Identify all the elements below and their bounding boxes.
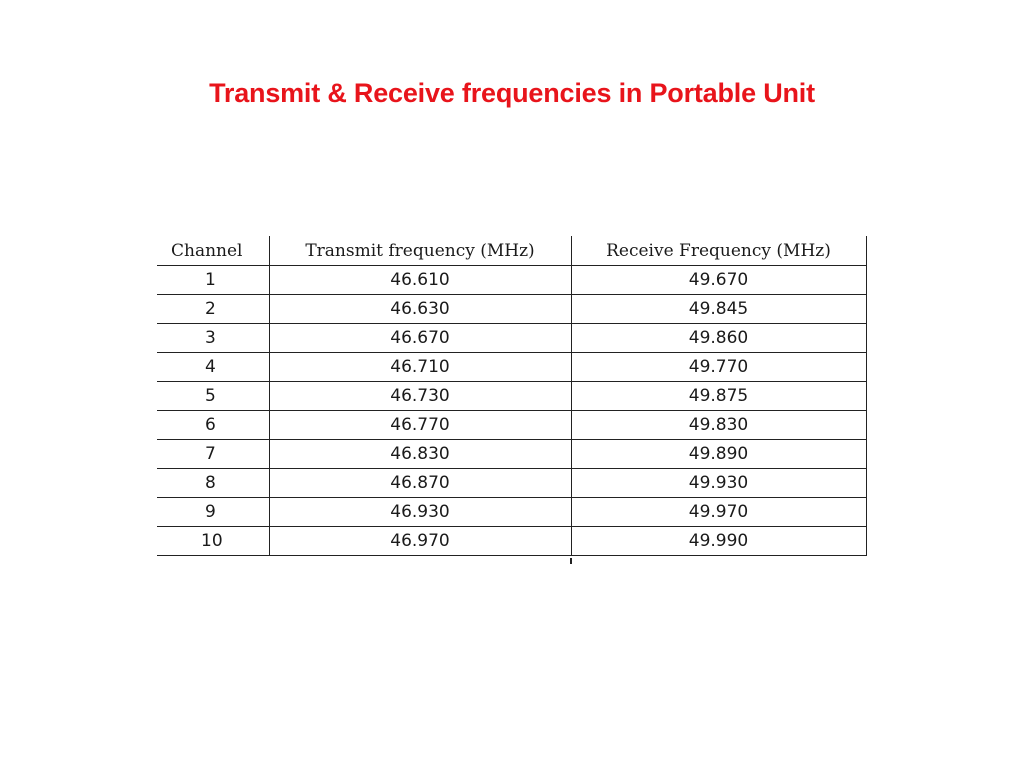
table-row <box>157 324 866 353</box>
transmit-cell: 46.770 <box>269 411 571 440</box>
table-row <box>157 411 866 440</box>
channel-cell: 9 <box>157 498 269 527</box>
channel-cell: 2 <box>157 295 269 324</box>
slide-title: Transmit & Receive frequencies in Portable Unit <box>209 78 815 108</box>
transmit-cell: 46.830 <box>269 440 571 469</box>
frequency-table <box>157 236 867 556</box>
header-channel: Channel <box>157 236 269 266</box>
receive-cell: 49.990 <box>571 527 866 556</box>
table-row <box>157 382 866 411</box>
receive-cell: 49.930 <box>571 469 866 498</box>
channel-cell: 10 <box>157 527 269 556</box>
transmit-cell: 46.610 <box>269 266 571 295</box>
channel-cell: 6 <box>157 411 269 440</box>
table-row <box>157 527 866 556</box>
transmit-cell: 46.970 <box>269 527 571 556</box>
receive-cell: 49.970 <box>571 498 866 527</box>
table-row <box>157 498 866 527</box>
receive-cell: 49.770 <box>571 353 866 382</box>
channel-cell: 8 <box>157 469 269 498</box>
channel-cell: 3 <box>157 324 269 353</box>
receive-cell: 49.875 <box>571 382 866 411</box>
table-divider-tail <box>570 558 572 564</box>
channel-cell: 4 <box>157 353 269 382</box>
table-row <box>157 295 866 324</box>
transmit-cell: 46.870 <box>269 469 571 498</box>
channel-cell: 5 <box>157 382 269 411</box>
receive-cell: 49.830 <box>571 411 866 440</box>
table-header-row <box>157 236 866 266</box>
receive-cell: 49.845 <box>571 295 866 324</box>
channel-cell: 1 <box>157 266 269 295</box>
table-row <box>157 266 866 295</box>
header-receive-frequency: Receive Frequency (MHz) <box>571 236 866 266</box>
table-row <box>157 353 866 382</box>
channel-cell: 7 <box>157 440 269 469</box>
table-row <box>157 440 866 469</box>
table-row <box>157 469 866 498</box>
transmit-cell: 46.730 <box>269 382 571 411</box>
header-transmit-frequency: Transmit frequency (MHz) <box>269 236 571 266</box>
transmit-cell: 46.710 <box>269 353 571 382</box>
receive-cell: 49.670 <box>571 266 866 295</box>
transmit-cell: 46.670 <box>269 324 571 353</box>
transmit-cell: 46.930 <box>269 498 571 527</box>
transmit-cell: 46.630 <box>269 295 571 324</box>
receive-cell: 49.890 <box>571 440 866 469</box>
receive-cell: 49.860 <box>571 324 866 353</box>
